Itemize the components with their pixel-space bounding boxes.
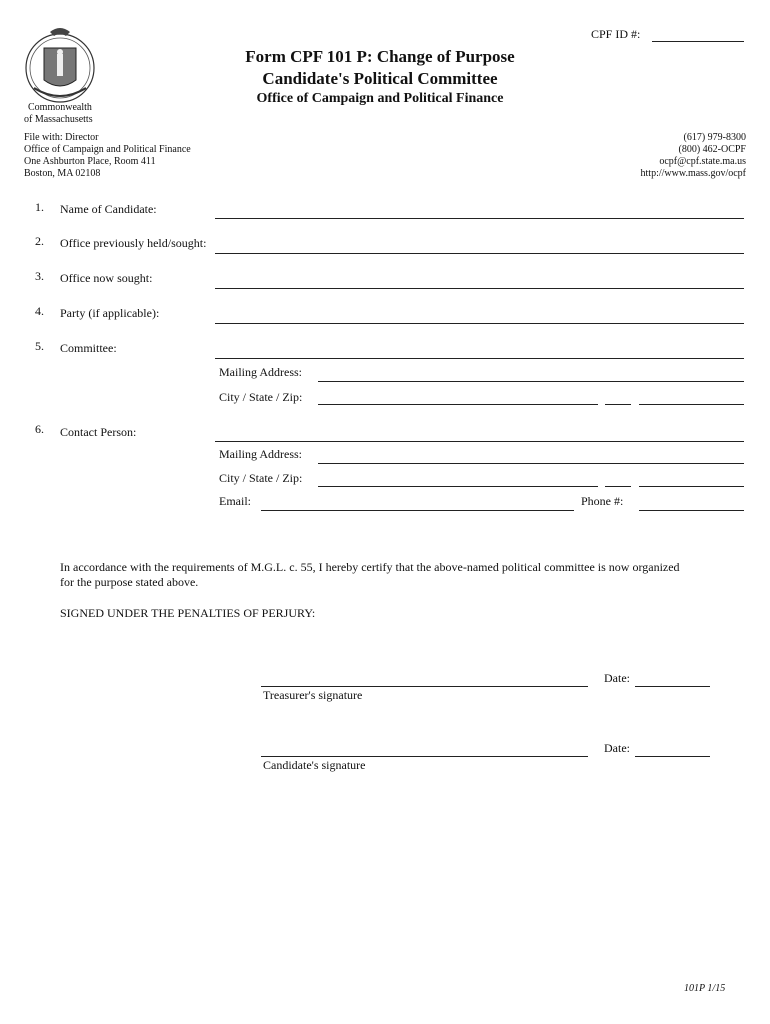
committee-city-label: City / State / Zip: [219,390,303,404]
contact-email-field[interactable] [261,510,574,511]
seal-caption [24,102,104,126]
field-number: 6. [35,422,44,436]
office-previous-label: Office previously held/sought: [60,236,207,250]
form-subtitle: Candidate's Political Committee [262,69,498,88]
field-number: 5. [35,339,44,353]
candidate-date-field[interactable] [635,756,710,757]
treasurer-date-label: Date: [604,671,630,685]
cpf-id-field[interactable] [652,41,744,42]
contact-mailing-label: Mailing Address: [219,447,302,461]
contact-email-label: Email: [219,494,251,508]
committee-mailing-field[interactable] [318,381,744,382]
candidate-date-label: Date: [604,741,630,755]
contact-person-label: Contact Person: [60,425,137,439]
contact-person-field[interactable] [215,441,744,442]
contact-phone: (617) 979-8300 [683,132,746,143]
form-title: Form CPF 101 P: Change of Purpose [245,47,515,66]
seal-caption-line1: Commonwealth [28,102,92,113]
contact-state-field[interactable] [605,486,631,487]
form-code: 101P 1/15 [684,983,726,994]
candidate-signature-label: Candidate's signature [263,758,366,772]
contact-city-label: City / State / Zip: [219,471,303,485]
committee-zip-field[interactable] [639,404,744,405]
candidate-name-field[interactable] [215,218,744,219]
committee-state-field[interactable] [605,404,631,405]
file-with-line: File with: Director [24,132,99,143]
field-number: 3. [35,269,44,283]
file-with-line: Boston, MA 02108 [24,168,101,179]
candidate-signature-field[interactable] [261,756,588,757]
committee-city-field[interactable] [318,404,598,405]
contact-phone: (800) 462-OCPF [678,144,746,155]
treasurer-signature-label: Treasurer's signature [263,688,363,702]
field-number: 1. [35,200,44,214]
office-now-field[interactable] [215,288,744,289]
field-number: 2. [35,234,44,248]
certification-text [60,560,740,590]
penalty-statement: SIGNED UNDER THE PENALTIES OF PERJURY: [60,606,316,620]
file-with-block [24,132,191,180]
contact-email: ocpf@cpf.state.ma.us [659,156,746,167]
contact-mailing-field[interactable] [318,463,744,464]
cpf-id-label: CPF ID #: [591,27,641,41]
file-with-line: Office of Campaign and Political Finance [24,144,191,155]
seal-caption-line2: of Massachusetts [24,114,93,125]
contact-phone-field[interactable] [639,510,744,511]
certification-line: In accordance with the requirements of M.G.L. c. 55, I hereby certify that the above-named political committee is now organized [60,560,680,574]
office-now-label: Office now sought: [60,271,153,285]
treasurer-date-field[interactable] [635,686,710,687]
candidate-name-label: Name of Candidate: [60,202,157,216]
field-number: 4. [35,304,44,318]
contact-phone-label: Phone #: [581,494,624,508]
party-label: Party (if applicable): [60,306,160,320]
party-field[interactable] [215,323,744,324]
contact-website: http://www.mass.gov/ocpf [640,168,746,179]
committee-mailing-label: Mailing Address: [219,365,302,379]
contact-city-field[interactable] [318,486,598,487]
file-with-line: One Ashburton Place, Room 411 [24,156,156,167]
committee-field[interactable] [215,358,744,359]
massachusetts-seal-icon [20,22,100,104]
office-previous-field[interactable] [215,253,744,254]
certification-line: for the purpose stated above. [60,575,199,589]
treasurer-signature-field[interactable] [261,686,588,687]
contact-block [641,132,746,180]
contact-zip-field[interactable] [639,486,744,487]
office-title: Office of Campaign and Political Finance [256,91,504,106]
committee-label: Committee: [60,341,117,355]
